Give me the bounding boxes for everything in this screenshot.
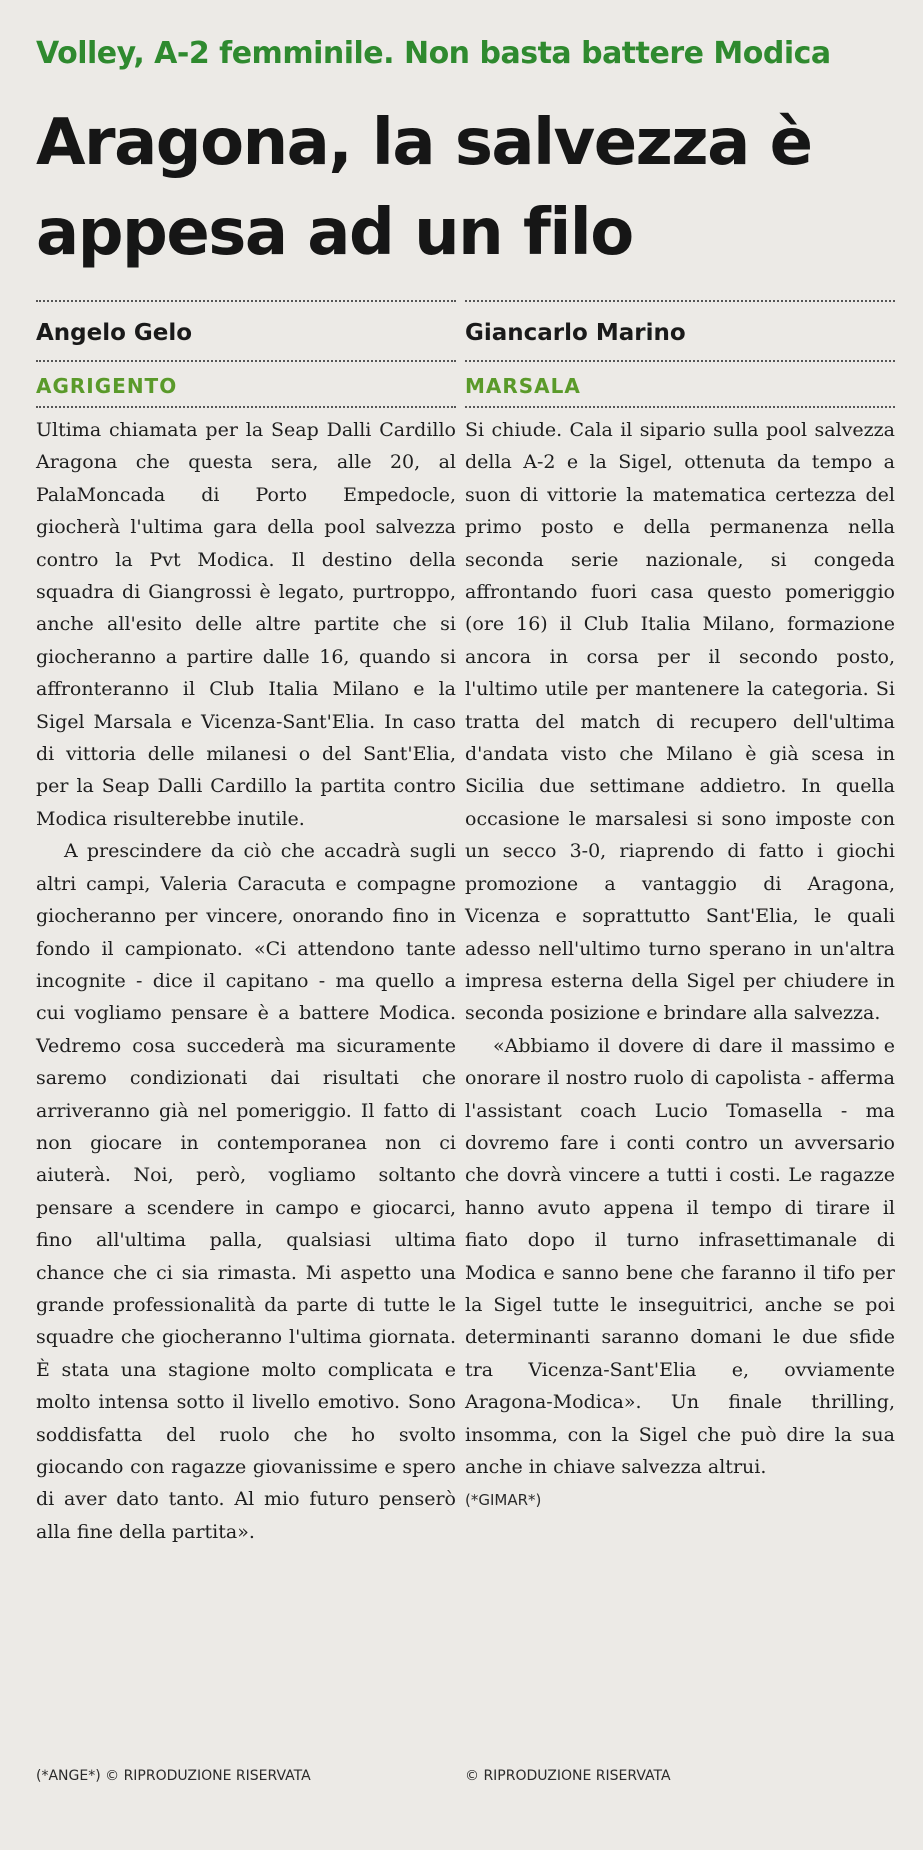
left-author: Angelo Gelo	[36, 320, 193, 346]
left-body	[36, 408, 456, 1548]
left-dateline: AGRIGENTO	[36, 374, 178, 398]
right-paragraph-1: Si chiude. Cala il sipario sulla pool salvezza della A-2 e la Sigel, ottenuta da tempo a suon di vittorie la matematica certezza del primo posto e della permanenza nella seconda serie nazionale, si congeda affrontando fuori casa questo pomeriggio (ore 16) il Club Italia Milano, formazione ancora in corsa per il secondo posto, l'ultimo utile per mantenere la categoria. Si tratta del match di recupero dell'ultima d'andata visto che Milano è già scesa in Sicilia due settimane addietro. In quella occasione le marsalesi si sono imposte con un secco 3-0, riaprendo di fatto i giochi promozione a vantaggio di Aragona, Vicenza e soprattutto Sant'Elia, le quali adesso nell'ultimo turno sperano in un'altra impresa esterna della Sigel per chiudere in seconda posizione e brindare alla salvezza.	[465, 419, 895, 1025]
right-article	[465, 300, 895, 1509]
left-article	[36, 300, 456, 1548]
left-copyright: (*ANGE*) © RIPRODUZIONE RISERVATA	[36, 1768, 311, 1784]
right-signature: (*GIMAR*)	[465, 1491, 542, 1510]
left-paragraph-1: Ultima chiamata per la Seap Dalli Cardillo Aragona che questa sera, alle 20, al PalaMoncada di Porto Empedocle, giocherà l'ultima gara della pool salvezza contro la Pvt Modica. Il destino della squadra di Giangrossi è legato, purtroppo, anche all'esito delle altre partite che si giocheranno a partire dalle 16, quando si affronteranno il Club Italia Milano e la Sigel Marsala e Vicenza-Sant'Elia. In caso di vittoria delle milanesi o del Sant'Elia, per la Seap Dalli Cardillo la partita contro Modica risulterebbe inutile.	[36, 419, 456, 830]
right-dateline: MARSALA	[465, 374, 581, 398]
right-copyright: © RIPRODUZIONE RISERVATA	[465, 1768, 671, 1784]
right-body	[465, 408, 895, 1483]
headline: Aragona, la salvezza è appesa ad un filo	[36, 106, 812, 270]
kicker: Volley, A-2 femminile. Non basta battere Modica	[36, 36, 831, 71]
right-paragraph-2: «Abbiamo il dovere di dare il massimo e onorare il nostro ruolo di capolista - afferma l'assistant coach Lucio Tomasella - ma dovremo fare i conti contro un avversario che dovrà vincere a tutti i costi. Le ragazze hanno avuto appena il tempo di tirare il fiato dopo il turno infrasettimanale di Modica e sanno bene che faranno il tifo per la Sigel tutte le inseguitrici, anche se poi determinanti saranno domani le due sfide tra Vicenza-Sant'Elia e, ovviamente Aragona-Modica». Un finale thrilling, insomma, con la Sigel che può dire la sua anche in chiave salvezza altrui.	[465, 1034, 895, 1478]
left-paragraph-2: A prescindere da ciò che accadrà sugli altri campi, Valeria Caracuta e compagne giocheranno per vincere, onorando fino in fondo il campionato. «Ci attendono tante incognite - dice il capitano - ma quello a cui vogliamo pensare è a battere Modica. Vedremo cosa succederà ma sicuramente saremo condizionati dai risultati che arriveranno già nel pomeriggio. Il fatto di non giocare in contemporanea non ci aiuterà. Noi, però, vogliamo soltanto pensare a scendere in campo e giocarci, fino all'ultima palla, qualsiasi ultima chance che ci sia rimasta. Mi aspetto una grande professionalità da parte di tutte le squadre che giocheranno l'ultima giornata. È stata una stagione molto complicata e molto intensa sotto il livello emotivo. Sono soddisfatta del ruolo che ho svolto giocando con ragazze giovanissime e spero di aver dato tanto. Al mio futuro penserò alla fine della partita».	[36, 840, 456, 1543]
right-author: Giancarlo Marino	[465, 320, 686, 346]
